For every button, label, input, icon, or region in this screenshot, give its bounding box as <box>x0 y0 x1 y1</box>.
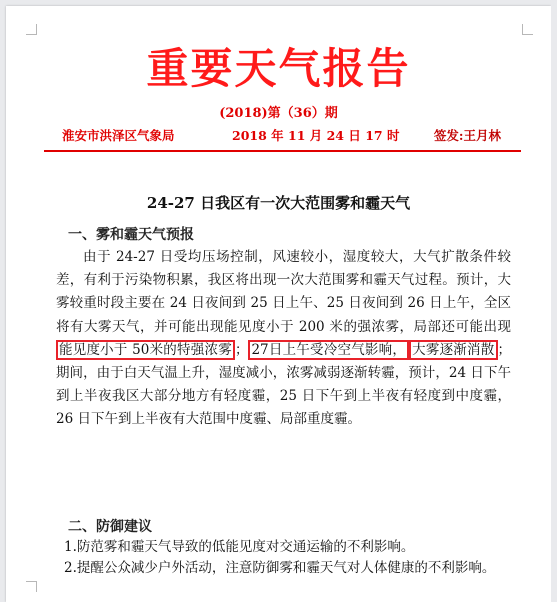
scrollbar[interactable] <box>551 0 557 602</box>
highlight-cold-air: 27日上午受冷空气影响， <box>248 340 409 360</box>
separator: ； <box>234 341 249 358</box>
header-divider <box>44 150 521 152</box>
issuer: 淮安市洪泽区气象局 <box>62 128 175 143</box>
section-forecast: 一、雾和霾天气预报 <box>68 227 194 243</box>
highlight-fog-dissipate: 大雾逐渐消散 <box>409 340 497 360</box>
signer: 签发:王月林 <box>433 128 501 143</box>
forecast-text-part2: ；期间，由于白天气温上升，湿度减小，浓雾减弱逐渐转霾，预计，24 日下午到上半夜我区大部分地方有轻度霾，25 日下午到上半夜有轻度到中度霾，26 日下午到上半夜有大范围中度霾、局部重度霾。 <box>56 341 511 428</box>
advice-item-1: 1.防范雾和霾天气导致的低能见度对交通运输的不利影响。 <box>64 539 415 555</box>
report-meta <box>62 126 521 144</box>
section-advice: 二、防御建议 <box>68 519 152 535</box>
document-page <box>6 6 551 602</box>
article-headline: 24-27 日我区有一次大范围雾和霾天气 <box>146 194 411 212</box>
margin-corner-top-left <box>26 24 37 35</box>
margin-corner-bottom-left <box>26 581 37 592</box>
issue-datetime: 2018 年 11 月 24 日 17 时 <box>232 128 400 143</box>
issue-number: (2018)第（36）期 <box>219 106 338 121</box>
forecast-paragraph <box>56 246 511 432</box>
highlight-extreme-fog: 能见度小于 50米的特强浓雾 <box>56 340 235 360</box>
forecast-text-part1: 由于 24-27 日受均压场控制，风速较小，湿度较大，大气扩散条件较差，有利于污染物积累，我区将出现一次大范围雾和霾天气过程。预计，大雾较重时段主要在 24 日夜间到 25 日上午、25 日夜间到 26 日上午，全区将有大雾天气，并可能出现能见度小于 200 米的强浓雾，局部还可能出现 <box>56 249 511 335</box>
forecast-text <box>56 246 511 432</box>
margin-corner-top-right <box>522 24 533 35</box>
advice-item-2: 2.提醒公众减少户外活动，注意防御雾和霾天气对人体健康的不利影响。 <box>64 560 496 576</box>
report-title: 重要天气报告 <box>146 44 411 93</box>
